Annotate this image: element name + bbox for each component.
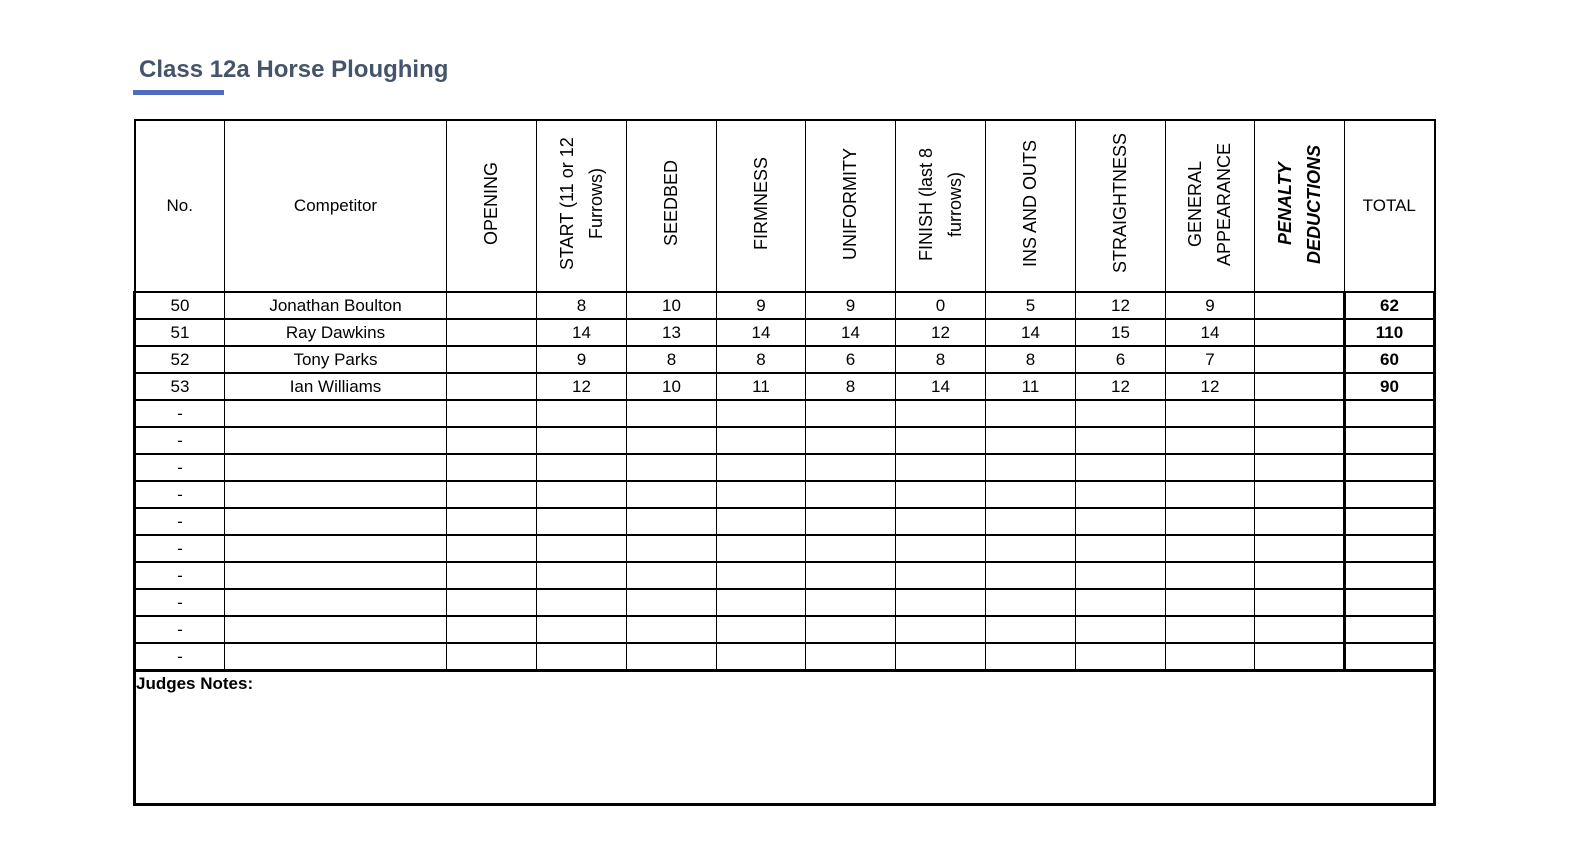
cell-total[interactable]: 60 (1345, 346, 1435, 373)
cell-seedbed[interactable] (627, 481, 717, 508)
cell-firmness[interactable] (717, 643, 806, 671)
cell-firmness[interactable] (717, 535, 806, 562)
cell-ins-outs[interactable] (986, 616, 1076, 643)
cell-uniformity[interactable]: 9 (806, 292, 896, 319)
cell-general[interactable]: 7 (1166, 346, 1255, 373)
cell-competitor[interactable] (225, 454, 447, 481)
cell-penalty[interactable] (1255, 346, 1345, 373)
cell-total[interactable] (1345, 454, 1435, 481)
cell-no[interactable]: - (135, 589, 225, 616)
cell-uniformity[interactable] (806, 427, 896, 454)
cell-opening[interactable] (447, 346, 537, 373)
cell-ins-outs[interactable] (986, 427, 1076, 454)
cell-start[interactable] (537, 427, 627, 454)
cell-straightness[interactable] (1076, 400, 1166, 427)
table-row (135, 562, 1435, 589)
header-seedbed (627, 120, 717, 292)
notes-row (135, 671, 1435, 805)
cell-straightness[interactable]: 12 (1076, 292, 1166, 319)
cell-ins-outs[interactable]: 5 (986, 292, 1076, 319)
cell-penalty[interactable] (1255, 589, 1345, 616)
cell-competitor[interactable] (225, 400, 447, 427)
table-row (135, 454, 1435, 481)
header-opening (447, 120, 537, 292)
header-row (135, 120, 1435, 292)
cell-penalty[interactable] (1255, 373, 1345, 400)
table-row (135, 346, 1435, 373)
cell-no[interactable]: - (135, 454, 225, 481)
cell-uniformity[interactable] (806, 535, 896, 562)
cell-firmness[interactable] (717, 481, 806, 508)
cell-no[interactable]: - (135, 643, 225, 671)
cell-general[interactable]: 14 (1166, 319, 1255, 346)
cell-finish[interactable] (896, 400, 986, 427)
cell-competitor[interactable] (225, 562, 447, 589)
cell-start[interactable] (537, 562, 627, 589)
cell-penalty[interactable] (1255, 616, 1345, 643)
cell-straightness[interactable] (1076, 427, 1166, 454)
cell-seedbed[interactable] (627, 454, 717, 481)
cell-firmness[interactable] (717, 508, 806, 535)
cell-finish[interactable]: 14 (896, 373, 986, 400)
header-uniformity (806, 120, 896, 292)
cell-total[interactable] (1345, 400, 1435, 427)
cell-competitor[interactable]: Ian Williams (225, 373, 447, 400)
cell-start[interactable] (537, 589, 627, 616)
header-seedbed-label: SEEDBED (661, 160, 681, 247)
cell-ins-outs[interactable] (986, 481, 1076, 508)
cell-start[interactable] (537, 616, 627, 643)
cell-total[interactable] (1345, 535, 1435, 562)
table-row (135, 427, 1435, 454)
cell-no[interactable]: 53 (135, 373, 225, 400)
cell-start[interactable] (537, 481, 627, 508)
cell-ins-outs[interactable] (986, 400, 1076, 427)
cell-ins-outs[interactable] (986, 589, 1076, 616)
cell-general[interactable] (1166, 643, 1255, 671)
cell-uniformity[interactable] (806, 454, 896, 481)
cell-firmness[interactable] (717, 400, 806, 427)
cell-opening[interactable] (447, 400, 537, 427)
cell-general[interactable] (1166, 562, 1255, 589)
cell-penalty[interactable] (1255, 535, 1345, 562)
cell-no[interactable]: - (135, 616, 225, 643)
cell-ins-outs[interactable] (986, 643, 1076, 671)
cell-penalty[interactable] (1255, 427, 1345, 454)
cell-competitor[interactable] (225, 589, 447, 616)
header-ins-outs-label: INS AND OUTS (1020, 139, 1040, 268)
cell-penalty[interactable] (1255, 292, 1345, 319)
cell-ins-outs[interactable]: 8 (986, 346, 1076, 373)
cell-seedbed[interactable] (627, 562, 717, 589)
cell-straightness[interactable] (1076, 508, 1166, 535)
cell-finish[interactable] (896, 454, 986, 481)
cell-no[interactable]: - (135, 535, 225, 562)
cell-finish[interactable]: 0 (896, 292, 986, 319)
header-start (537, 120, 627, 292)
cell-competitor[interactable]: Ray Dawkins (225, 319, 447, 346)
cell-opening[interactable] (447, 562, 537, 589)
cell-uniformity[interactable] (806, 400, 896, 427)
cell-general[interactable] (1166, 427, 1255, 454)
table-row (135, 508, 1435, 535)
cell-opening[interactable] (447, 508, 537, 535)
cell-ins-outs[interactable] (986, 454, 1076, 481)
cell-ins-outs[interactable]: 14 (986, 319, 1076, 346)
cell-general[interactable] (1166, 400, 1255, 427)
cell-finish[interactable] (896, 481, 986, 508)
cell-firmness[interactable] (717, 562, 806, 589)
cell-uniformity[interactable] (806, 562, 896, 589)
cell-general[interactable] (1166, 454, 1255, 481)
cell-general[interactable]: 9 (1166, 292, 1255, 319)
cell-opening[interactable] (447, 373, 537, 400)
cell-finish[interactable] (896, 589, 986, 616)
cell-firmness[interactable] (717, 616, 806, 643)
cell-competitor[interactable]: Jonathan Boulton (225, 292, 447, 319)
cell-seedbed[interactable]: 10 (627, 373, 717, 400)
cell-finish[interactable] (896, 616, 986, 643)
page-title: Class 12a Horse Ploughing (139, 56, 449, 83)
title-underline (133, 90, 224, 95)
cell-straightness[interactable] (1076, 454, 1166, 481)
cell-general[interactable] (1166, 616, 1255, 643)
cell-start[interactable]: 14 (537, 319, 627, 346)
score-rows (135, 292, 1435, 671)
cell-competitor[interactable] (225, 427, 447, 454)
cell-straightness[interactable] (1076, 616, 1166, 643)
cell-total[interactable] (1345, 508, 1435, 535)
cell-opening[interactable] (447, 454, 537, 481)
cell-seedbed[interactable] (627, 643, 717, 671)
cell-uniformity[interactable]: 14 (806, 319, 896, 346)
cell-straightness[interactable] (1076, 562, 1166, 589)
cell-straightness[interactable] (1076, 589, 1166, 616)
header-start-label: START (11 or 12 Furrows) (556, 137, 606, 270)
cell-no[interactable]: - (135, 427, 225, 454)
cell-general[interactable] (1166, 481, 1255, 508)
cell-total[interactable] (1345, 481, 1435, 508)
header-general-label: GENERAL APPEARANCE (1185, 141, 1234, 266)
cell-penalty[interactable] (1255, 400, 1345, 427)
cell-start[interactable] (537, 508, 627, 535)
cell-ins-outs[interactable] (986, 535, 1076, 562)
cell-uniformity[interactable] (806, 643, 896, 671)
cell-start[interactable]: 9 (537, 346, 627, 373)
table-row (135, 481, 1435, 508)
header-firmness-label: FIRMNESS (750, 156, 771, 250)
cell-opening[interactable] (447, 292, 537, 319)
header-finish-label: FINISH (last 8 furrows) (915, 146, 965, 261)
table-row (135, 589, 1435, 616)
cell-competitor[interactable]: Tony Parks (225, 346, 447, 373)
header-straightness (1076, 120, 1166, 292)
cell-opening[interactable] (447, 319, 537, 346)
cell-no[interactable]: 52 (135, 346, 225, 373)
cell-seedbed[interactable] (627, 589, 717, 616)
cell-uniformity[interactable] (806, 481, 896, 508)
cell-no[interactable]: - (135, 508, 225, 535)
cell-competitor[interactable] (225, 616, 447, 643)
cell-uniformity[interactable]: 6 (806, 346, 896, 373)
cell-no[interactable]: - (135, 481, 225, 508)
score-table (133, 119, 1436, 806)
cell-total[interactable] (1345, 643, 1435, 671)
header-uniformity-label: UNIFORMITY (840, 147, 860, 260)
header-competitor: Competitor (225, 120, 447, 292)
table-row (135, 319, 1435, 346)
cell-firmness[interactable]: 9 (717, 292, 806, 319)
cell-uniformity[interactable] (806, 589, 896, 616)
cell-total[interactable] (1345, 562, 1435, 589)
header-ins-outs (986, 120, 1076, 292)
cell-ins-outs[interactable] (986, 562, 1076, 589)
cell-finish[interactable]: 8 (896, 346, 986, 373)
cell-straightness[interactable]: 12 (1076, 373, 1166, 400)
table-row (135, 535, 1435, 562)
cell-seedbed[interactable] (627, 535, 717, 562)
cell-finish[interactable] (896, 562, 986, 589)
cell-finish[interactable] (896, 643, 986, 671)
cell-total[interactable]: 90 (1345, 373, 1435, 400)
table-row (135, 373, 1435, 400)
cell-seedbed[interactable]: 8 (627, 346, 717, 373)
header-opening-label: OPENING (481, 161, 501, 245)
table-row (135, 643, 1435, 671)
judges-notes-label: Judges Notes: (136, 674, 254, 693)
cell-straightness[interactable] (1076, 535, 1166, 562)
cell-seedbed[interactable] (627, 616, 717, 643)
cell-seedbed[interactable] (627, 508, 717, 535)
cell-start[interactable]: 12 (537, 373, 627, 400)
cell-straightness[interactable]: 6 (1076, 346, 1166, 373)
cell-general[interactable] (1166, 589, 1255, 616)
judges-notes-box[interactable] (135, 671, 1435, 805)
cell-finish[interactable] (896, 508, 986, 535)
cell-total[interactable] (1345, 616, 1435, 643)
cell-firmness[interactable] (717, 427, 806, 454)
cell-firmness[interactable]: 14 (717, 319, 806, 346)
cell-total[interactable]: 62 (1345, 292, 1435, 319)
cell-straightness[interactable] (1076, 481, 1166, 508)
cell-penalty[interactable] (1255, 508, 1345, 535)
table-row (135, 400, 1435, 427)
header-penalty-label: PENALTY DEDUCTIONS (1274, 144, 1324, 264)
cell-penalty[interactable] (1255, 454, 1345, 481)
cell-competitor[interactable] (225, 643, 447, 671)
cell-opening[interactable] (447, 481, 537, 508)
header-firmness (717, 120, 806, 292)
cell-total[interactable] (1345, 589, 1435, 616)
header-finish (896, 120, 986, 292)
header-straightness-label: STRAIGHTNESS (1110, 133, 1130, 274)
cell-uniformity[interactable] (806, 616, 896, 643)
cell-uniformity[interactable]: 8 (806, 373, 896, 400)
cell-opening[interactable] (447, 535, 537, 562)
cell-start[interactable] (537, 454, 627, 481)
cell-no[interactable]: 50 (135, 292, 225, 319)
header-general (1166, 120, 1255, 292)
cell-competitor[interactable] (225, 481, 447, 508)
cell-competitor[interactable] (225, 535, 447, 562)
cell-finish[interactable]: 12 (896, 319, 986, 346)
cell-total[interactable]: 110 (1345, 319, 1435, 346)
cell-no[interactable]: - (135, 562, 225, 589)
cell-total[interactable] (1345, 427, 1435, 454)
cell-general[interactable]: 12 (1166, 373, 1255, 400)
cell-straightness[interactable]: 15 (1076, 319, 1166, 346)
cell-start[interactable]: 8 (537, 292, 627, 319)
cell-general[interactable] (1166, 535, 1255, 562)
cell-seedbed[interactable] (627, 427, 717, 454)
cell-general[interactable] (1166, 508, 1255, 535)
cell-penalty[interactable] (1255, 643, 1345, 671)
cell-straightness[interactable] (1076, 643, 1166, 671)
cell-firmness[interactable]: 8 (717, 346, 806, 373)
cell-ins-outs[interactable]: 11 (986, 373, 1076, 400)
cell-start[interactable] (537, 400, 627, 427)
cell-firmness[interactable] (717, 589, 806, 616)
cell-penalty[interactable] (1255, 481, 1345, 508)
cell-finish[interactable] (896, 427, 986, 454)
cell-opening[interactable] (447, 643, 537, 671)
cell-penalty[interactable] (1255, 319, 1345, 346)
cell-firmness[interactable]: 11 (717, 373, 806, 400)
cell-competitor[interactable] (225, 508, 447, 535)
cell-seedbed[interactable]: 13 (627, 319, 717, 346)
header-penalty (1255, 120, 1345, 292)
cell-no[interactable]: - (135, 400, 225, 427)
header-no: No. (135, 120, 225, 292)
cell-uniformity[interactable] (806, 508, 896, 535)
cell-seedbed[interactable]: 10 (627, 292, 717, 319)
cell-start[interactable] (537, 535, 627, 562)
cell-opening[interactable] (447, 616, 537, 643)
header-total: TOTAL (1345, 120, 1435, 292)
cell-ins-outs[interactable] (986, 508, 1076, 535)
table-row (135, 616, 1435, 643)
cell-penalty[interactable] (1255, 562, 1345, 589)
cell-opening[interactable] (447, 427, 537, 454)
table-row (135, 292, 1435, 319)
cell-firmness[interactable] (717, 454, 806, 481)
cell-no[interactable]: 51 (135, 319, 225, 346)
cell-start[interactable] (537, 643, 627, 671)
cell-seedbed[interactable] (627, 400, 717, 427)
cell-opening[interactable] (447, 589, 537, 616)
cell-finish[interactable] (896, 535, 986, 562)
